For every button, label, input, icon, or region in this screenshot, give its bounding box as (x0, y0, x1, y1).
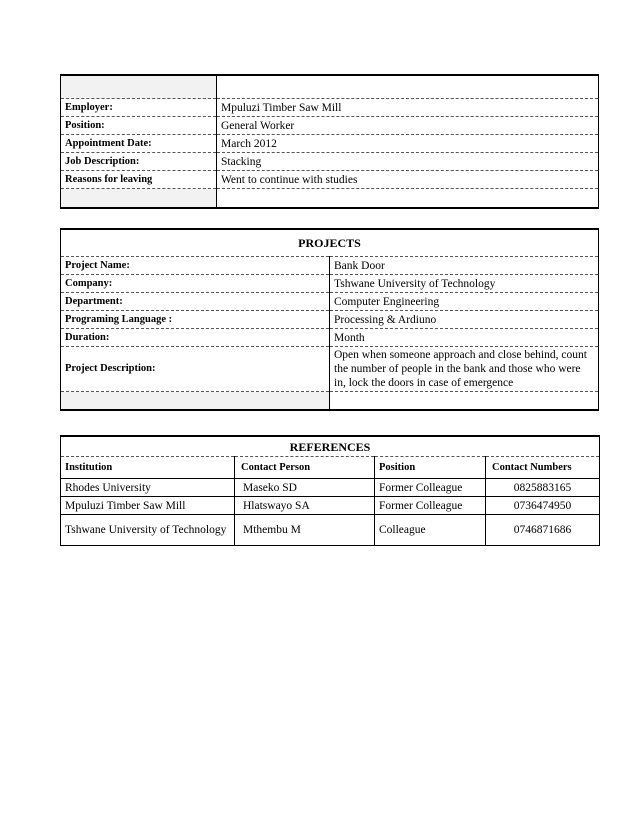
project-label: Programing Language : (61, 311, 330, 329)
employment-label: Reasons for leaving (61, 171, 217, 189)
projects-section (60, 228, 599, 411)
employment-row (61, 153, 599, 171)
contact-person-cell: Maseko SD (235, 479, 375, 497)
references-section (60, 435, 599, 546)
contact-number-cell: 0746871686 (486, 515, 600, 546)
project-label: Project Description: (61, 347, 330, 392)
contact-number-cell: 0825883165 (486, 479, 600, 497)
position-cell: Former Colleague (375, 479, 486, 497)
project-label: Duration: (61, 329, 330, 347)
project-row (61, 329, 599, 347)
project-label: Project Name: (61, 257, 330, 275)
employment-label: Job Description: (61, 153, 217, 171)
employment-value: General Worker (217, 117, 599, 135)
spacer-cell (61, 75, 217, 99)
spacer-cell (61, 392, 330, 411)
institution-cell: Tshwane University of Technology (61, 515, 235, 546)
projects-header-row (61, 229, 599, 257)
employment-row (61, 171, 599, 189)
employment-spacer-row (61, 75, 599, 99)
table-row (61, 497, 600, 515)
employment-table (60, 74, 599, 209)
references-table (60, 435, 600, 546)
employment-section (60, 74, 599, 209)
projects-title: PROJECTS (61, 229, 599, 257)
column-header-contact-numbers: Contact Numbers (486, 457, 600, 479)
contact-person-cell: Hlatswayo SA (235, 497, 375, 515)
references-header-row (61, 457, 600, 479)
project-row (61, 347, 599, 392)
employment-row (61, 135, 599, 153)
employment-label: Appointment Date: (61, 135, 217, 153)
spacer-cell (61, 189, 217, 209)
project-row (61, 311, 599, 329)
project-row (61, 257, 599, 275)
employment-row (61, 117, 599, 135)
position-cell: Colleague (375, 515, 486, 546)
spacer-cell (217, 189, 599, 209)
project-value: Month (330, 329, 599, 347)
institution-cell: Rhodes University (61, 479, 235, 497)
project-row (61, 293, 599, 311)
employment-spacer-row (61, 189, 599, 209)
position-cell: Former Colleague (375, 497, 486, 515)
references-title: REFERENCES (61, 436, 600, 457)
project-value: Bank Door (330, 257, 599, 275)
employment-value: Stacking (217, 153, 599, 171)
contact-number-cell: 0736474950 (486, 497, 600, 515)
table-row (61, 479, 600, 497)
project-value: Open when someone approach and close behind, count the number of people in the bank and those who were in, lock the doors in case of emergence (330, 347, 599, 392)
column-header-institution: Institution (61, 457, 235, 479)
projects-table (60, 228, 599, 411)
employment-value: Mpuluzi Timber Saw Mill (217, 99, 599, 117)
contact-person-cell: Mthembu M (235, 515, 375, 546)
project-label: Department: (61, 293, 330, 311)
table-row (61, 515, 600, 546)
spacer-cell (330, 392, 599, 411)
projects-spacer-row (61, 392, 599, 411)
column-header-position: Position (375, 457, 486, 479)
employment-label: Position: (61, 117, 217, 135)
project-row (61, 275, 599, 293)
employment-value: March 2012 (217, 135, 599, 153)
employment-row (61, 99, 599, 117)
employment-label: Employer: (61, 99, 217, 117)
spacer-cell (217, 75, 599, 99)
project-value: Computer Engineering (330, 293, 599, 311)
project-value: Processing & Ardiuno (330, 311, 599, 329)
institution-cell: Mpuluzi Timber Saw Mill (61, 497, 235, 515)
employment-value: Went to continue with studies (217, 171, 599, 189)
project-label: Company: (61, 275, 330, 293)
project-value: Tshwane University of Technology (330, 275, 599, 293)
references-title-row (61, 436, 600, 457)
column-header-contact-person: Contact Person (235, 457, 375, 479)
